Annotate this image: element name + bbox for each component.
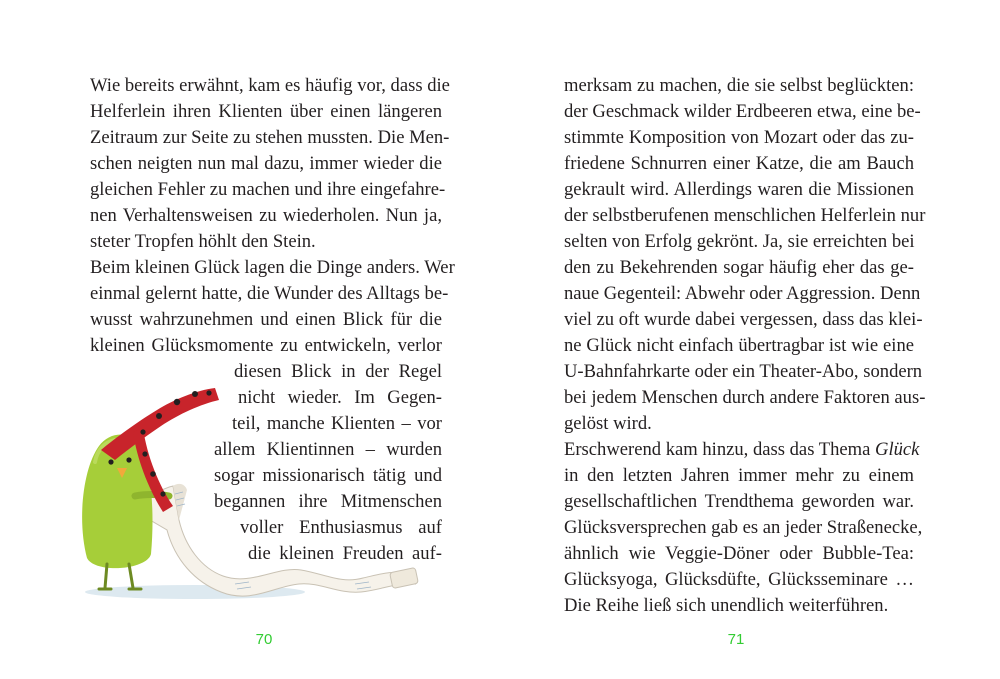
text-line: nen Verhaltensweisen zu wiederholen. Nun ja,: [90, 205, 442, 226]
text-line: gelöst wird.: [564, 413, 652, 434]
text-line: voller Enthusiasmus auf: [240, 517, 442, 538]
scroll-paper: [133, 486, 415, 596]
text-line: naue Gegenteil: Abwehr oder Aggression. Denn: [564, 283, 921, 304]
text-line: steter Tropfen höhlt den Stein.: [90, 231, 316, 252]
text-line: viel zu oft wurde dabei vergessen, dass das klei-: [564, 309, 923, 330]
text-line: ähnlich wie Veggie-Döner oder Bubble-Tea:: [564, 543, 914, 564]
text-line: wusst wahrzunehmen und einen Blick für die: [90, 309, 442, 330]
text-line: sogar missionarisch tätig und: [214, 465, 442, 486]
text-line: gleichen Fehler zu machen und ihre eingefahre-: [90, 179, 446, 200]
page-number: 71: [727, 631, 745, 648]
text-line: Helferlein ihren Klienten über einen längeren: [90, 101, 442, 122]
text-line: merksam zu machen, die sie selbst beglückten:: [564, 75, 914, 96]
text-line: allem Klientinnen – wurden: [214, 439, 442, 460]
italic-word: Glück: [875, 439, 920, 460]
text-line: den zu Bekehrenden sogar häufig eher das ge-: [564, 257, 914, 278]
text-line: stimmte Komposition von Mozart oder das zu-: [564, 127, 914, 148]
creature-with-scroll-illustration: [55, 370, 455, 620]
text-line: in den letzten Jahren immer mehr zu einem: [564, 465, 914, 486]
text-line: schen neigten nun mal dazu, immer wieder die: [90, 153, 442, 174]
page-number: 70: [255, 631, 273, 648]
text-line: Glücksyoga, Glücksdüfte, Glücksseminare …: [564, 569, 914, 590]
text-line: gesellschaftlichen Trendthema geworden war.: [564, 491, 914, 512]
text-span: Erschwerend kam hinzu, dass das Thema: [564, 439, 876, 460]
text-line: die kleinen Freuden auf-: [248, 543, 442, 564]
text-line: friedene Schnurren einer Katze, die am Bauch: [564, 153, 914, 174]
red-dotted-scarf: [101, 388, 219, 460]
text-line: diesen Blick in der Regel: [234, 361, 442, 382]
text-line: Die Reihe ließ sich unendlich weiterführen.: [564, 595, 889, 616]
text-line: der selbstberufenen menschlichen Helferlein nur: [564, 205, 926, 226]
text-line: einmal gelernt hatte, die Wunder des Alltags be-: [90, 283, 449, 304]
text-line: nicht wieder. Im Gegen-: [238, 387, 442, 408]
text-line: gekrault wird. Allerdings waren die Missionen: [564, 179, 914, 200]
text-line: der Geschmack wilder Erdbeeren etwa, eine be-: [564, 101, 921, 122]
text-line: teil, manche Klienten – vor: [232, 413, 442, 434]
text-line: Glücksversprechen gab es an jeder Straßenecke,: [564, 517, 923, 538]
text-line: Zeitraum zur Seite zu stehen mussten. Die Men-: [90, 127, 450, 148]
text-line: Wie bereits erwähnt, kam es häufig vor, dass die: [90, 75, 450, 96]
text-line: U-Bahnfahrkarte oder ein Theater-Abo, sondern: [564, 361, 923, 382]
text-line: ne Glück nicht einfach übertragbar ist wie eine: [564, 335, 914, 356]
text-line: selten von Erfolg gekrönt. Ja, sie erreichten bei: [564, 231, 915, 252]
text-line: [564, 437, 920, 463]
text-line: Beim kleinen Glück lagen die Dinge anders. Wer: [90, 257, 455, 278]
text-line: bei jedem Menschen durch andere Faktoren aus-: [564, 387, 926, 408]
text-line: kleinen Glücksmomente zu entwickeln, verlor: [90, 335, 442, 356]
text-line: begannen ihre Mitmenschen: [214, 491, 442, 512]
